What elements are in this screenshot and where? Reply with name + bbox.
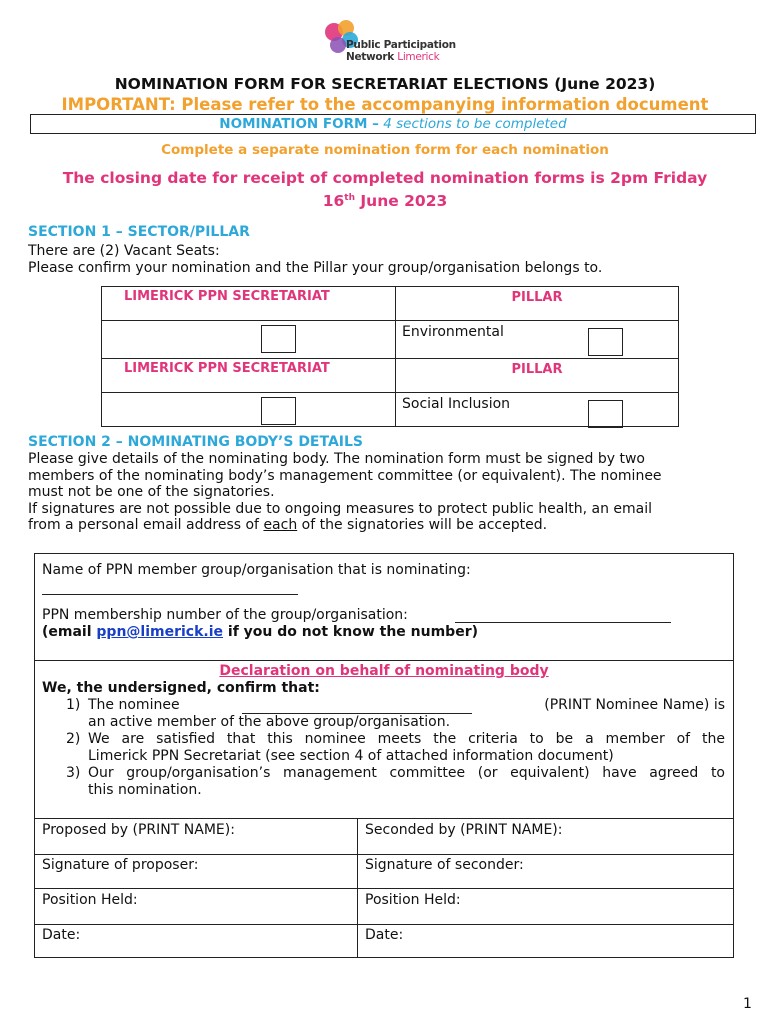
pillar-head-2: PILLAR [511, 362, 563, 377]
secretariat-label-2: LIMERICK PPN SECRETARIAT [124, 361, 330, 376]
social-inclusion-checkbox[interactable] [588, 400, 623, 428]
closing-rest: June 2023 [360, 192, 448, 211]
declaration-title: Declaration on behalf of nominating body [219, 663, 549, 679]
nomination-form-banner [30, 114, 756, 134]
section1-heading: SECTION 1 – SECTOR/PILLAR [28, 224, 250, 240]
closing-line1: The closing date for receipt of completed nomination forms is 2pm Friday [62, 169, 708, 187]
nominating-body-box [34, 553, 734, 958]
email-note-b: if you do not know the number) [227, 624, 478, 640]
closing-sup: th [344, 193, 355, 203]
secretariat-checkbox-2[interactable] [261, 397, 296, 425]
form-title: NOMINATION FORM FOR SECRETARIAT ELECTIONS (June 2023) [114, 75, 656, 93]
seconder-date-label[interactable]: Date: [365, 927, 404, 943]
secretariat-checkbox-1[interactable] [261, 325, 296, 353]
closing-day: 16 [322, 192, 345, 211]
ppn-logo [322, 16, 462, 76]
seconded-by-label[interactable]: Seconded by (PRINT NAME): [365, 822, 563, 838]
proposed-by-label[interactable]: Proposed by (PRINT NAME): [42, 822, 235, 838]
seconder-signature-label[interactable]: Signature of seconder: [365, 857, 524, 873]
email-note-a: (email [42, 624, 92, 640]
nomform-label: NOMINATION FORM – [219, 116, 379, 132]
section2-p5a: from a personal email address of [28, 517, 259, 533]
environmental-checkbox[interactable] [588, 328, 623, 356]
membership-number-field[interactable] [455, 622, 671, 623]
section1-line1: There are (2) Vacant Seats: [28, 243, 220, 259]
nomform-sections: 4 sections to be completed [383, 116, 567, 132]
declaration-item-3: 3) Our group/organisation’s management committee (or equivalent) have agreed to this nomination. [66, 765, 725, 798]
nominee-name-field[interactable] [242, 697, 472, 714]
section2-heading: SECTION 2 – NOMINATING BODY’S DETAILS [28, 434, 364, 450]
declaration-item-2: 2) We are satisfied that this nominee meets the criteria to be a member of the Limerick PPN Secretariat (see section 4 of attached information document) [66, 731, 725, 764]
section2-p1: Please give details of the nominating body. The nomination form must be signed by two [28, 451, 645, 467]
declaration-item-1: 1) The nominee (PRINT Nominee Name) is an active member of the above group/organisation. [66, 697, 725, 730]
org-name-field[interactable] [42, 594, 298, 595]
pillar-head-1: PILLAR [511, 290, 563, 305]
section2-p2: members of the nominating body’s management committee (or equivalent). The nominee [28, 467, 662, 484]
pillar-social-inclusion: Social Inclusion [402, 396, 511, 412]
separate-form-note: Complete a separate nomination form for each nomination [161, 142, 609, 158]
proposer-position-label[interactable]: Position Held: [42, 892, 138, 908]
important-note: IMPORTANT: Please refer to the accompanying information document [61, 95, 709, 114]
section2-p4: If signatures are not possible due to ongoing measures to protect public health, an email [28, 500, 653, 517]
membership-number-label: PPN membership number of the group/organisation: [42, 607, 408, 623]
declaration-list [42, 697, 725, 799]
email-link[interactable]: ppn@limerick.ie [96, 624, 224, 640]
logo-line2a: Network [346, 51, 394, 63]
page-number: 1 [743, 996, 752, 1012]
declaration-intro: We, the undersigned, confirm that: [42, 680, 320, 696]
section2-p5c: of the signatories will be accepted. [301, 517, 548, 533]
logo-line1: Public Participation [346, 39, 456, 51]
org-name-label: Name of PPN member group/organisation that is nominating: [42, 562, 471, 578]
section2-p3: must not be one of the signatories. [28, 484, 275, 500]
section2-p5b: each [263, 517, 298, 533]
secretariat-label-1: LIMERICK PPN SECRETARIAT [124, 289, 330, 304]
section1-line2: Please confirm your nomination and the Pillar your group/organisation belongs to. [28, 260, 603, 276]
declaration-title-wrap [35, 663, 733, 679]
proposer-signature-label[interactable]: Signature of proposer: [42, 857, 199, 873]
section2-text [28, 451, 662, 534]
closing-date [0, 168, 770, 211]
seconder-position-label[interactable]: Position Held: [365, 892, 461, 908]
pillar-environmental: Environmental [402, 324, 504, 340]
proposer-date-label[interactable]: Date: [42, 927, 81, 943]
logo-line2b: Limerick [397, 51, 440, 63]
